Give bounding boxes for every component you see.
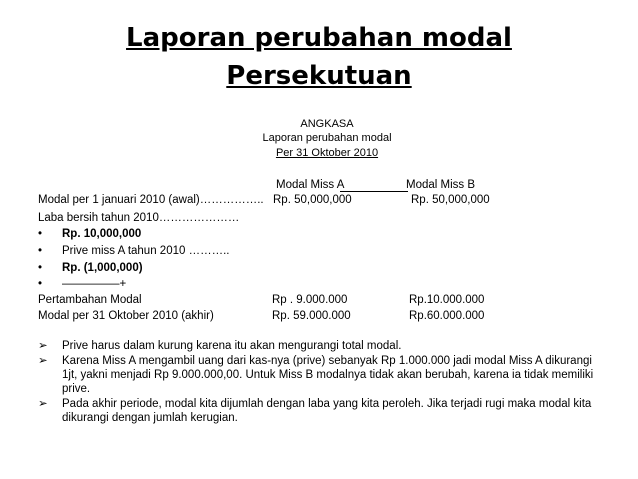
row-opening-a: Rp. 50,000,000 xyxy=(273,194,352,206)
bullet-text: Prive miss A tahun 2010 ……….. xyxy=(62,245,230,257)
column-header-a: Modal Miss A xyxy=(276,179,345,191)
row-increase-a: Rp . 9.000.000 xyxy=(272,294,348,306)
row-closing-b: Rp.60.000.000 xyxy=(409,310,485,322)
report-name xyxy=(0,131,638,145)
page-title-line-2: Persekutuan xyxy=(226,61,412,91)
note-text: Prive harus dalam kurung karena itu akan mengurangi total modal. xyxy=(62,340,402,352)
page-title-line-1: Laporan perubahan modal xyxy=(126,23,512,53)
bullet-text: Rp. (1,000,000) xyxy=(62,262,143,274)
bullet-icon: • xyxy=(38,262,43,274)
note-1 xyxy=(38,339,608,353)
bullet-icon: • xyxy=(38,245,43,257)
arrow-bullet-icon: ➢ xyxy=(38,398,48,410)
company-name-text: ANGKASA xyxy=(300,118,354,130)
note-2 xyxy=(38,354,608,396)
note-text: Pada akhir periode, modal kita dijumlah dengan laba yang kita peroleh. Jika terjadi rugi maka modal kita dikurangi dengan jumlah kerugian. xyxy=(62,398,592,424)
company-name xyxy=(0,117,638,131)
bullet-text: —————+ xyxy=(62,278,127,290)
row-increase-b: Rp.10.000.000 xyxy=(409,294,485,306)
row-opening-b: Rp. 50,000,000 xyxy=(411,194,490,206)
bullet-icon: • xyxy=(38,278,43,290)
note-3 xyxy=(38,397,608,425)
row-closing-a: Rp. 59.000.000 xyxy=(272,310,351,322)
row-closing-label: Modal per 31 Oktober 2010 (akhir) xyxy=(38,310,214,322)
arrow-bullet-icon: ➢ xyxy=(38,340,48,352)
bullet-text: Rp. 10,000,000 xyxy=(62,228,142,240)
report-date xyxy=(0,146,638,160)
report-date-text: Per 31 Oktober 2010 xyxy=(275,147,379,159)
bullet-icon: • xyxy=(38,228,43,240)
note-text: Karena Miss A mengambil uang dari kas-nya (prive) sebanyak Rp 1.000.000 jadi modal Miss A dikurangi 1jt, yakni menjadi Rp 9.000.000,00. Untuk Miss B modalnya tidak akan berubah, karena ia tidak memiliki prive. xyxy=(62,355,594,395)
report-name-text: Laporan perubahan modal xyxy=(262,132,392,144)
arrow-bullet-icon: ➢ xyxy=(38,355,48,367)
row-profit-label: Laba bersih tahun 2010………………… xyxy=(38,212,240,224)
row-increase-label: Pertambahan Modal xyxy=(38,294,142,306)
header-underline xyxy=(340,191,408,192)
row-opening-label: Modal per 1 januari 2010 (awal)…………….. xyxy=(38,194,264,206)
column-header-b: Modal Miss B xyxy=(406,179,476,191)
